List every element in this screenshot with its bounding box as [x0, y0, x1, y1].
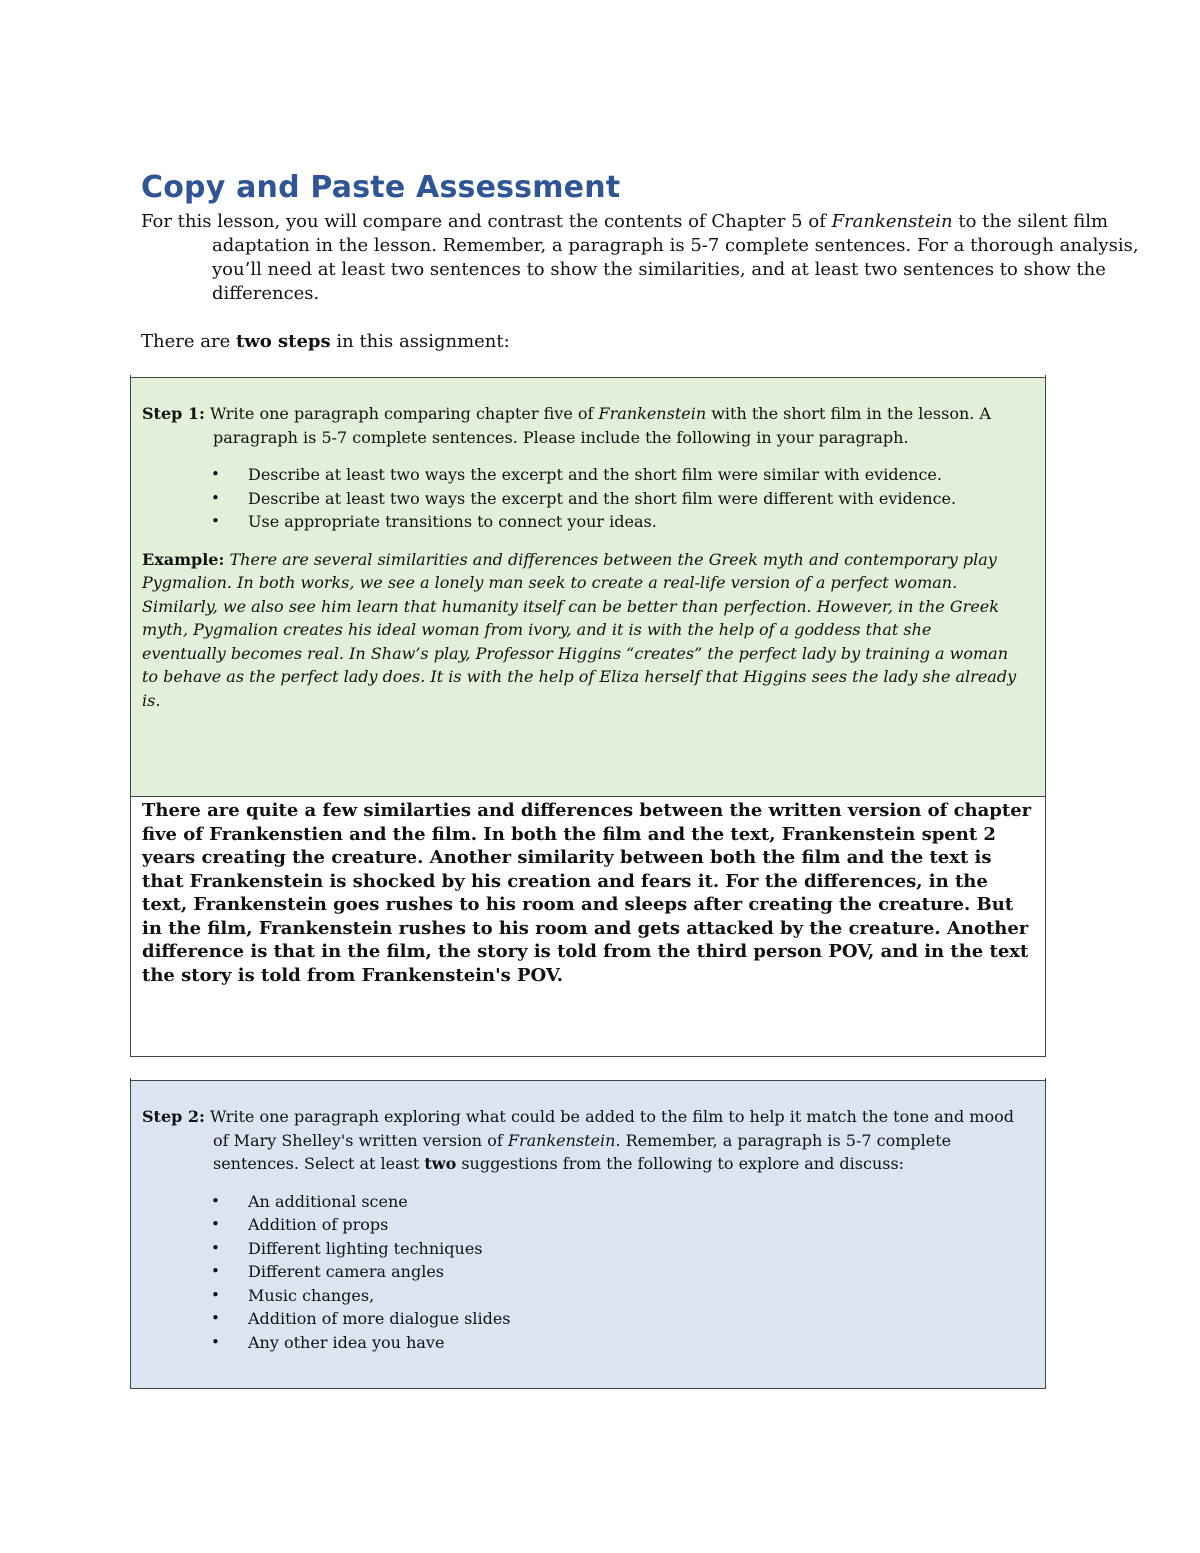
list-item-text: Music changes,: [248, 1285, 375, 1305]
bullet-icon: •: [211, 512, 220, 530]
step1-instructions: [142, 402, 1022, 449]
intro-paragraph: [141, 210, 1142, 306]
step1-text-1: Write one paragraph comparing chapter five of: [204, 404, 599, 423]
list-item: [142, 510, 1022, 534]
list-item: [142, 1284, 1022, 1308]
step2-instructions: [142, 1105, 1022, 1176]
step2-label: Step 2:: [142, 1107, 205, 1126]
step1-text-2: with the short film in the lesson. A paragraph is 5-7 complete sentences. Please include the following in your paragraph.: [213, 404, 991, 447]
step2-text-1: Write one paragraph exploring what could be added to the film to help it match the tone and mood of Mary Shelley's written version of: [204, 1107, 1014, 1150]
steps-intro-post: in this assignment:: [330, 331, 510, 352]
bullet-icon: •: [211, 488, 220, 507]
bullet-icon: •: [211, 1262, 220, 1280]
example-label: Example:: [142, 549, 225, 569]
list-item: [142, 487, 1022, 511]
bullet-icon: •: [211, 1191, 220, 1210]
step1-book-title: Frankenstein: [598, 404, 707, 423]
list-item: [142, 1307, 1022, 1331]
list-item-text: Use appropriate transitions to connect your ideas.: [248, 512, 657, 531]
bullet-icon: •: [211, 1309, 220, 1327]
bullet-icon: •: [211, 465, 220, 483]
list-item-text: Describe at least two ways the excerpt and the short film were different with evidence.: [248, 488, 957, 508]
list-item-text: Different camera angles: [248, 1262, 445, 1281]
intro-text-2: to the silent film adaptation in the lesson. Remember, a paragraph is 5-7 complete sentences. For a thorough analysis, you’ll need at least two sentences to show the similarities, and at least two sentences to show the differences.: [212, 211, 1139, 304]
intro-text-1: For this lesson, you will compare and contrast the contents of Chapter 5 of: [141, 211, 832, 232]
list-item-text: Addition of more dialogue slides: [248, 1309, 511, 1328]
page-title: Copy and Paste Assessment: [141, 170, 621, 205]
answer-box[interactable]: [130, 796, 1046, 1057]
list-item: [142, 1237, 1022, 1261]
bullet-icon: •: [211, 1215, 220, 1233]
steps-intro-bold: two steps: [235, 331, 331, 352]
step2-book-title: Frankenstein: [507, 1130, 616, 1150]
list-item: [142, 463, 1022, 487]
bullet-icon: •: [211, 1332, 220, 1351]
bullet-icon: •: [211, 1285, 220, 1304]
example-text: There are several similarities and differences between the Greek myth and contemporary play Pygmalion. In both works, we see a lonely man seek to create a real-life version of a perfect woman. Similarly, we also see him learn that humanity itself can be better than perfection. However, in the Greek myth, Pygmalion creates his ideal woman from ivory, and it is with the help of a goddess that she eventually becomes real. In Shaw’s play, Professor Higgins “creates” the perfect lady by training a woman to behave as the perfect lady does. It is with the help of Eliza herself that Higgins sees the lady she already is.: [142, 549, 1017, 710]
step2-text-3: suggestions from the following to explore and discuss:: [456, 1154, 905, 1173]
list-item: [142, 1190, 1022, 1214]
steps-intro-pre: There are: [141, 331, 236, 352]
list-item-text: Describe at least two ways the excerpt and the short film were similar with evidence.: [248, 465, 942, 484]
list-item: [142, 1260, 1022, 1284]
step2-bold-two: two: [424, 1154, 457, 1173]
step2-text-2: . Remember, a paragraph is 5-7 complete sentences. Select at least: [213, 1130, 952, 1173]
steps-intro: [141, 330, 510, 354]
bullet-icon: •: [211, 1238, 220, 1257]
list-item: [142, 1331, 1022, 1355]
list-item-text: An additional scene: [248, 1191, 408, 1211]
step2-box: [130, 1080, 1046, 1389]
step1-bullet-list: [142, 463, 1022, 534]
step2-bullet-list: [142, 1190, 1022, 1355]
list-item-text: Different lighting techniques: [248, 1238, 483, 1258]
step1-label: Step 1:: [142, 404, 205, 423]
list-item: [142, 1213, 1022, 1237]
intro-book-title: Frankenstein: [831, 211, 953, 232]
student-answer[interactable]: There are quite a few similarties and differences between the written version of chapter five of Frankenstien and the film. In both the film and the text, Frankenstein spent 2 years creating the creature. Another similarity between both the film and the text is that Frankenstein is shocked by his creation and fears it. For the differences, in the text, Frankenstein goes rushes to his room and sleeps after creating the creature. But in the film, Frankenstein rushes to his room and gets attacked by the creature. Another difference is that in the film, the story is told from the third person POV, and in the text the story is told from Frankenstein's POV.: [142, 800, 1032, 986]
list-item-text: Any other idea you have: [248, 1332, 445, 1352]
step1-box: [130, 377, 1046, 797]
example-paragraph: [142, 548, 1017, 713]
list-item-text: Addition of props: [248, 1215, 389, 1234]
